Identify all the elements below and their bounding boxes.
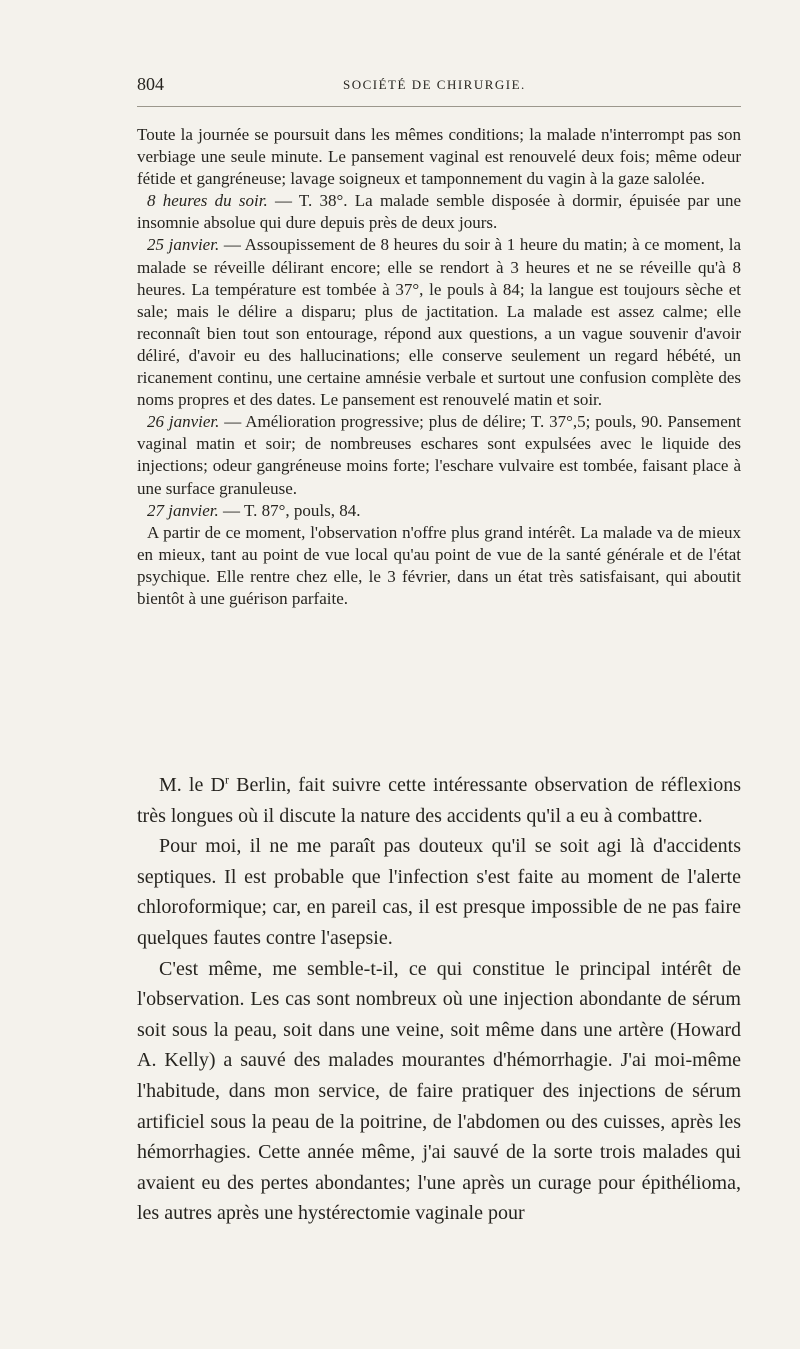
date-heading: 27 janvier. [147,500,219,520]
date-heading: 25 janvier. [147,235,220,255]
commentary-text [137,770,741,1229]
header-rule [137,106,741,107]
observation-paragraph: A partir de ce moment, l'observation n'offre plus grand intérêt. La malade va de mieux en mieux, tant au point de vue local qu'au point de vue de la santé générale et de l'état psychique. Elle rentre chez elle, le 3 février, dans un état très satisfaisant, qui aboutit bientôt à une guérison parfaite. [137,522,741,608]
date-heading: 26 janvier. [147,412,220,432]
page-number: 804 [137,74,164,94]
observation-paragraph: 27 janvier. — T. 87°, pouls, 84. [147,500,361,520]
observation-text [137,124,741,610]
page-header [137,74,741,98]
running-head: SOCIÉTÉ DE CHIRURGIE. [343,77,526,92]
commentary-paragraph: Pour moi, il ne me paraît pas douteux qu'il se soit agi là d'accidents septiques. Il est probable que l'infection s'est faite au moment de l'alerte chloroformique; car, en pareil cas, il est presque impossible de ne pas faire quelques fautes contre l'asepsie. [137,835,741,949]
commentary-paragraph: C'est même, me semble-t-il, ce qui constitue le principal intérêt de l'observation. Les cas sont nombreux où une injection abondante de sérum soit sous la peau, soit dans une veine, soit même dans une artère (Howard A. Kelly) a sauvé des malades mourantes d'hémorrhagie. J'ai moi-même l'habitude, dans mon service, de faire pratiquer des injections de sérum artificiel sous la peau de la poitrine, de l'abdomen ou des cuisses, après les hémorrhagies. Cette année même, j'ai sauvé de la sorte trois malades qui avaient eu des pertes abondantes; l'une après un curage pour épithélioma, les autres après une hystérectomie vaginale pour [137,957,741,1225]
time-heading: 8 heures du soir. [147,191,268,211]
observation-paragraph: 8 heures du soir. — T. 38°. La malade semble disposée à dormir, épuisée par une insomnie absolue qui dure depuis près de deux jours. [137,191,742,233]
commentary-paragraph: M. le $D^r$ Berlin, fait suivre cette intéressante observation de réflexions très longues où il discute la nature des accidents qu'il a eu à combattre. [137,772,741,827]
observation-paragraph: 25 janvier. — Assoupissement de 8 heures du soir à 1 heure du matin; à ce moment, la malade se réveille délirant encore; elle se rendort à 3 heures et ne se réveille qu'à 8 heures. La température est tombée à 37°, le pouls à 84; la langue est toujours sèche et sale; mais le délire a disparu; plus de jactitation. La malade est assez calme; elle reconnaît bien tout son entourage, répond aux questions, a un vague souvenir d'avoir déliré, d'avoir eu des hallucinations; elle conserve seulement un regard hébété, un ricanement continu, une certaine amnésie verbale et surtout une confusion complète des noms propres et des dates. Le pansement est renouvelé matin et soir. [137,235,741,410]
observation-paragraph: Toute la journée se poursuit dans les mêmes conditions; la malade n'interrompt pas son verbiage une seule minute. Le pansement vaginal est renouvelé deux fois; même odeur fétide et gangréneuse; lavage soigneux et tamponnement du vagin à la gaze salolée. [137,125,741,189]
observation-paragraph: 26 janvier. — Amélioration progressive; plus de délire; T. 37°,5; pouls, 90. Pansement vaginal matin et soir; de nombreuses eschares sont expulsées avec le liquide des injections; odeur gangréneuse moins forte; l'eschare vulvaire est tombée, faisant place à une surface granuleuse. [137,412,741,498]
